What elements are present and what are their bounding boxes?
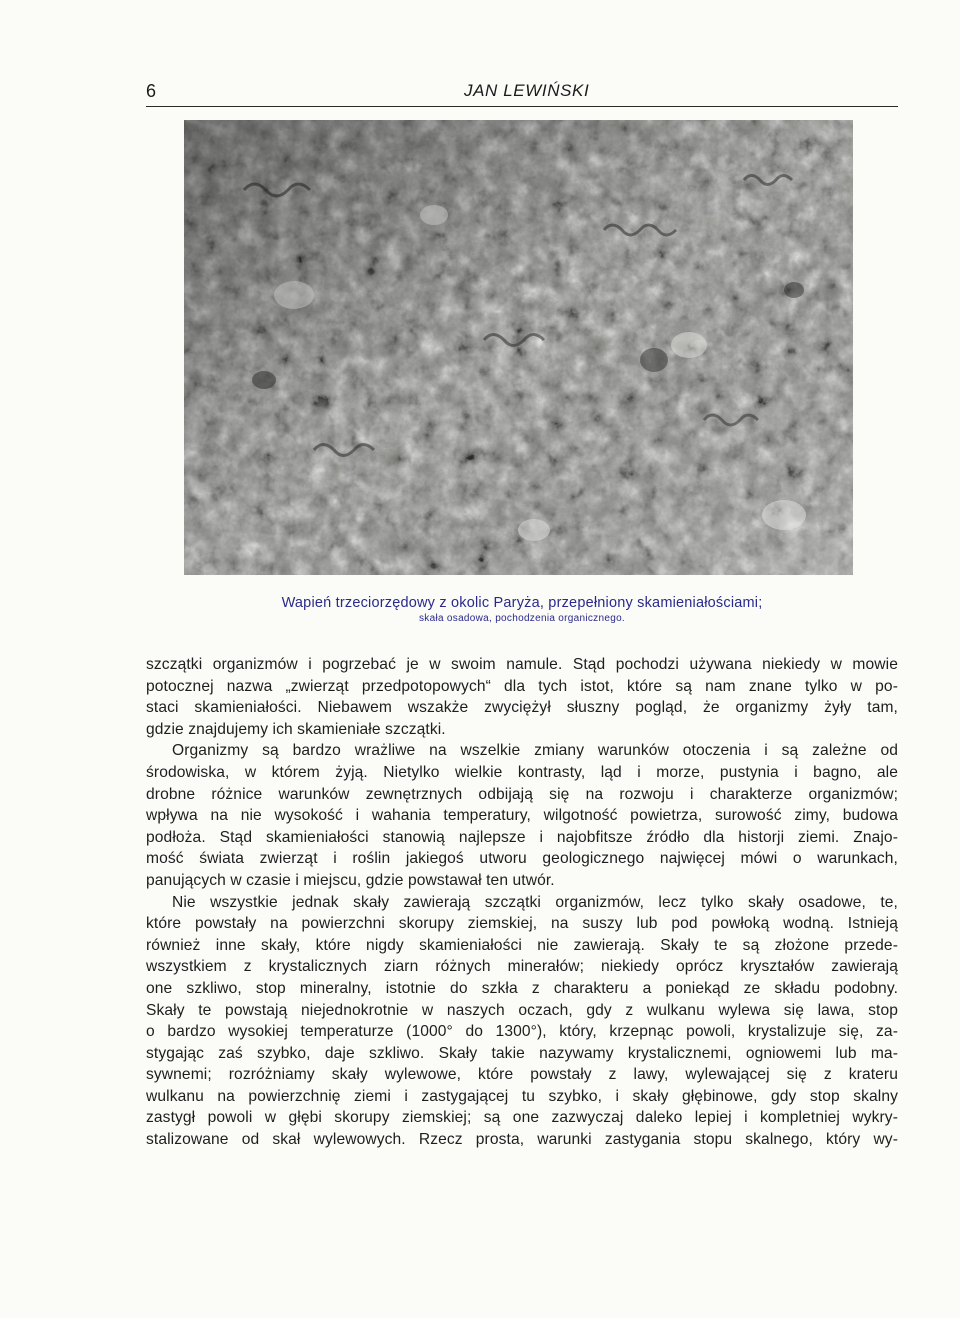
caption-sub-line: skała osadowa, pochodzenia organicznego.: [418, 613, 626, 624]
text-line: Organizmy są bardzo wrażliwe na wszelkie zmiany warunków otoczenia i są zależne od: [172, 742, 898, 760]
text-line: mość świata zwierząt i roślin jakiegoś utworu geologicznego najwięcej mówi o warunkach,: [146, 850, 898, 868]
photo-texture: [184, 120, 853, 575]
text-line: również inne skały, które nigdy skamieniałości nie zawierają. Skały te są złożone przede-: [146, 936, 898, 954]
text-line: Nie wszystkie jednak skały zawierają szczątki organizmów, lecz tylko skały osadowe, te,: [172, 893, 898, 911]
text-line: one szkliwo, stop mineralny, istotnie do szkła z charakteru a poniekąd ze składu podobny.: [146, 979, 898, 997]
text-line: podłoża. Stąd skamieniałości stanowią najlepsze i najobfitsze źródło dla historji ziemi. Znajo-: [146, 828, 898, 846]
text-line: wszystkiem z krystalicznych ziarn różnych minerałów; niekiedy oprócz kryształów zawierają: [146, 958, 898, 976]
text-line: staci skamieniałości. Niebawem wszakże zwyciężył słuszny pogląd, że organizmy żyły tam,: [146, 699, 898, 717]
text-line: szczątki organizmów i pogrzebać je w swoim namule. Stąd pochodzi używana niekiedy w mowie: [146, 656, 898, 673]
text-line: stalizowane od skał wylewowych. Rzecz prosta, warunki zastygania stopu skalnego, który wy-: [146, 1131, 898, 1149]
running-header: [146, 80, 898, 107]
text-line: sywnemi; rozróżniamy skały wylewowe, które powstały z lawy, wylewającej się z krateru: [146, 1066, 898, 1084]
text-line: o bardzo wysokiej temperaturze (1000° do 1300°), który, krzepnąc powoli, krystalizuje się, za-: [146, 1023, 898, 1041]
text-line: środowiska, w którem żyją. Nietylko wielkie kontrasty, ląd i morze, pustynia i bagno, ale: [146, 763, 898, 781]
fossil-limestone-photo: [184, 120, 853, 575]
text-line: panujących w czasie i miejscu, gdzie powstawał ten utwór.: [146, 871, 555, 889]
text-line: potocznej nazwa „zwierząt przedpotopowych“ dla tych istot, które są nam znane tylko w po-: [146, 677, 898, 695]
text-line: Skały te powstają niejednokrotnie w naszych oczach, gdy z wulkanu wylewa się lawa, stop: [146, 1001, 898, 1019]
body-text: [146, 654, 898, 1151]
text-line: gdzie znajdujemy ich skamieniałe szczątki.: [146, 720, 446, 738]
caption-main-line: Wapień trzeciorzędowy z okolic Paryża, przepełniony skamieniałościami;: [281, 595, 763, 611]
text-line: wulkanu na powierzchnię ziemi i zastygającej tu szybko, i skały głębinowe, gdy stop skalny: [146, 1087, 898, 1105]
text-line: stygając zaś szybko, daje szkliwo. Skały takie nazywamy krystalicznemi, ogniowemi lub ma-: [146, 1044, 898, 1062]
author-name: JAN LEWIŃSKI: [464, 81, 590, 100]
text-line: które powstały na powierzchni skorupy ziemskiej, na suszy lub pod powłoką wodną. Istnieją: [146, 915, 898, 933]
figure-caption: [146, 594, 898, 625]
text-line: zastygł powoli w głębi skorupy ziemskiej; są one zazwyczaj daleko lepiej i kompletniej wykry-: [146, 1109, 898, 1127]
text-line: wpływa na nie wysokość i wahania temperatury, wilgotność powietrza, surowość zimy, budowa: [146, 807, 898, 825]
text-line: drobne różnice warunków zewnętrznych odbijają się na rozwoju i charakterze organizmów;: [146, 785, 898, 803]
page-number: 6: [146, 81, 157, 101]
